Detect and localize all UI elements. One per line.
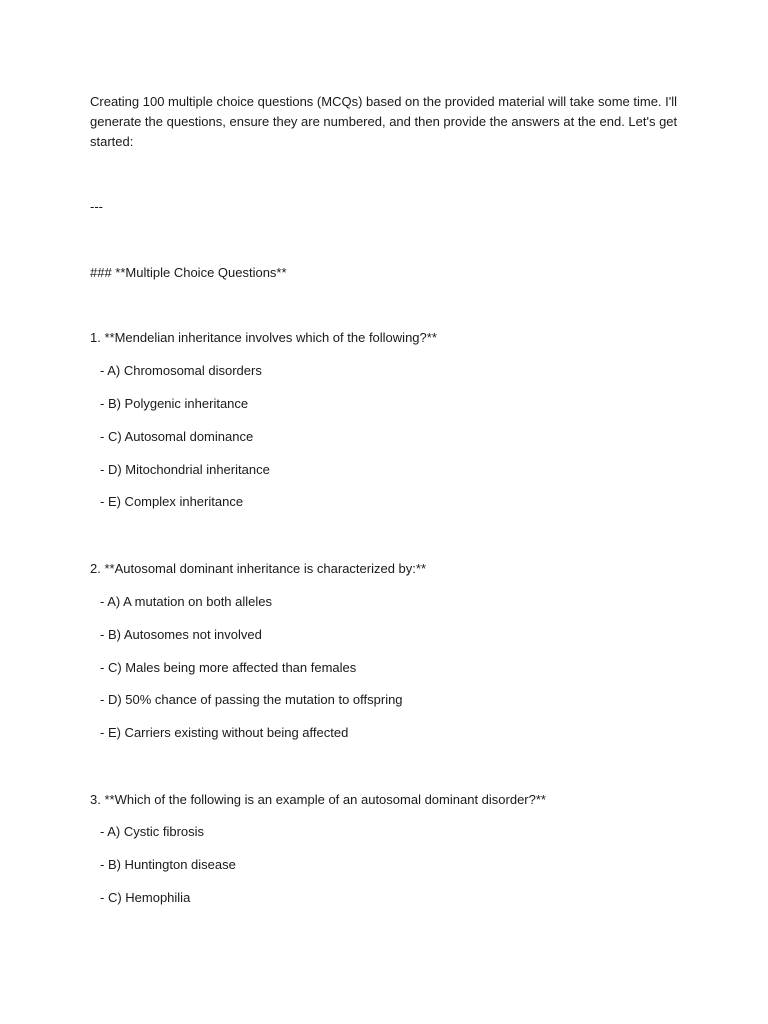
separator: ---	[90, 199, 103, 214]
question-2-option-b: - B) Autosomes not involved	[100, 627, 262, 642]
section-heading: ### **Multiple Choice Questions**	[90, 265, 287, 280]
question-2-option-a: - A) A mutation on both alleles	[100, 594, 272, 609]
question-3-option-b: - B) Huntington disease	[100, 857, 236, 872]
question-1-option-e: - E) Complex inheritance	[100, 494, 244, 509]
intro-line-1: Creating 100 multiple choice questions (MCQs) based on the provided material will take some time. I'll	[90, 94, 678, 109]
question-2-text: 2. **Autosomal dominant inheritance is characterized by:**	[90, 561, 427, 576]
question-3-option-a: - A) Cystic fibrosis	[100, 824, 205, 839]
intro-line-3: started:	[90, 134, 134, 149]
question-1-option-d: - D) Mitochondrial inheritance	[100, 462, 270, 477]
question-1-option-c: - C) Autosomal dominance	[100, 429, 254, 444]
question-2-option-d: - D) 50% chance of passing the mutation to offspring	[100, 692, 403, 707]
question-3-option-c: - C) Hemophilia	[100, 890, 191, 905]
question-1-option-a: - A) Chromosomal disorders	[100, 363, 262, 378]
question-2-option-c: - C) Males being more affected than females	[100, 660, 357, 675]
question-3-text: 3. **Which of the following is an example of an autosomal dominant disorder?**	[90, 792, 546, 807]
intro-line-2: generate the questions, ensure they are numbered, and then provide the answers at the end. Let's get	[90, 114, 678, 129]
question-1-option-b: - B) Polygenic inheritance	[100, 396, 249, 411]
question-2-option-e: - E) Carriers existing without being affected	[100, 725, 349, 740]
question-1-text: 1. **Mendelian inheritance involves which of the following?**	[90, 330, 437, 345]
